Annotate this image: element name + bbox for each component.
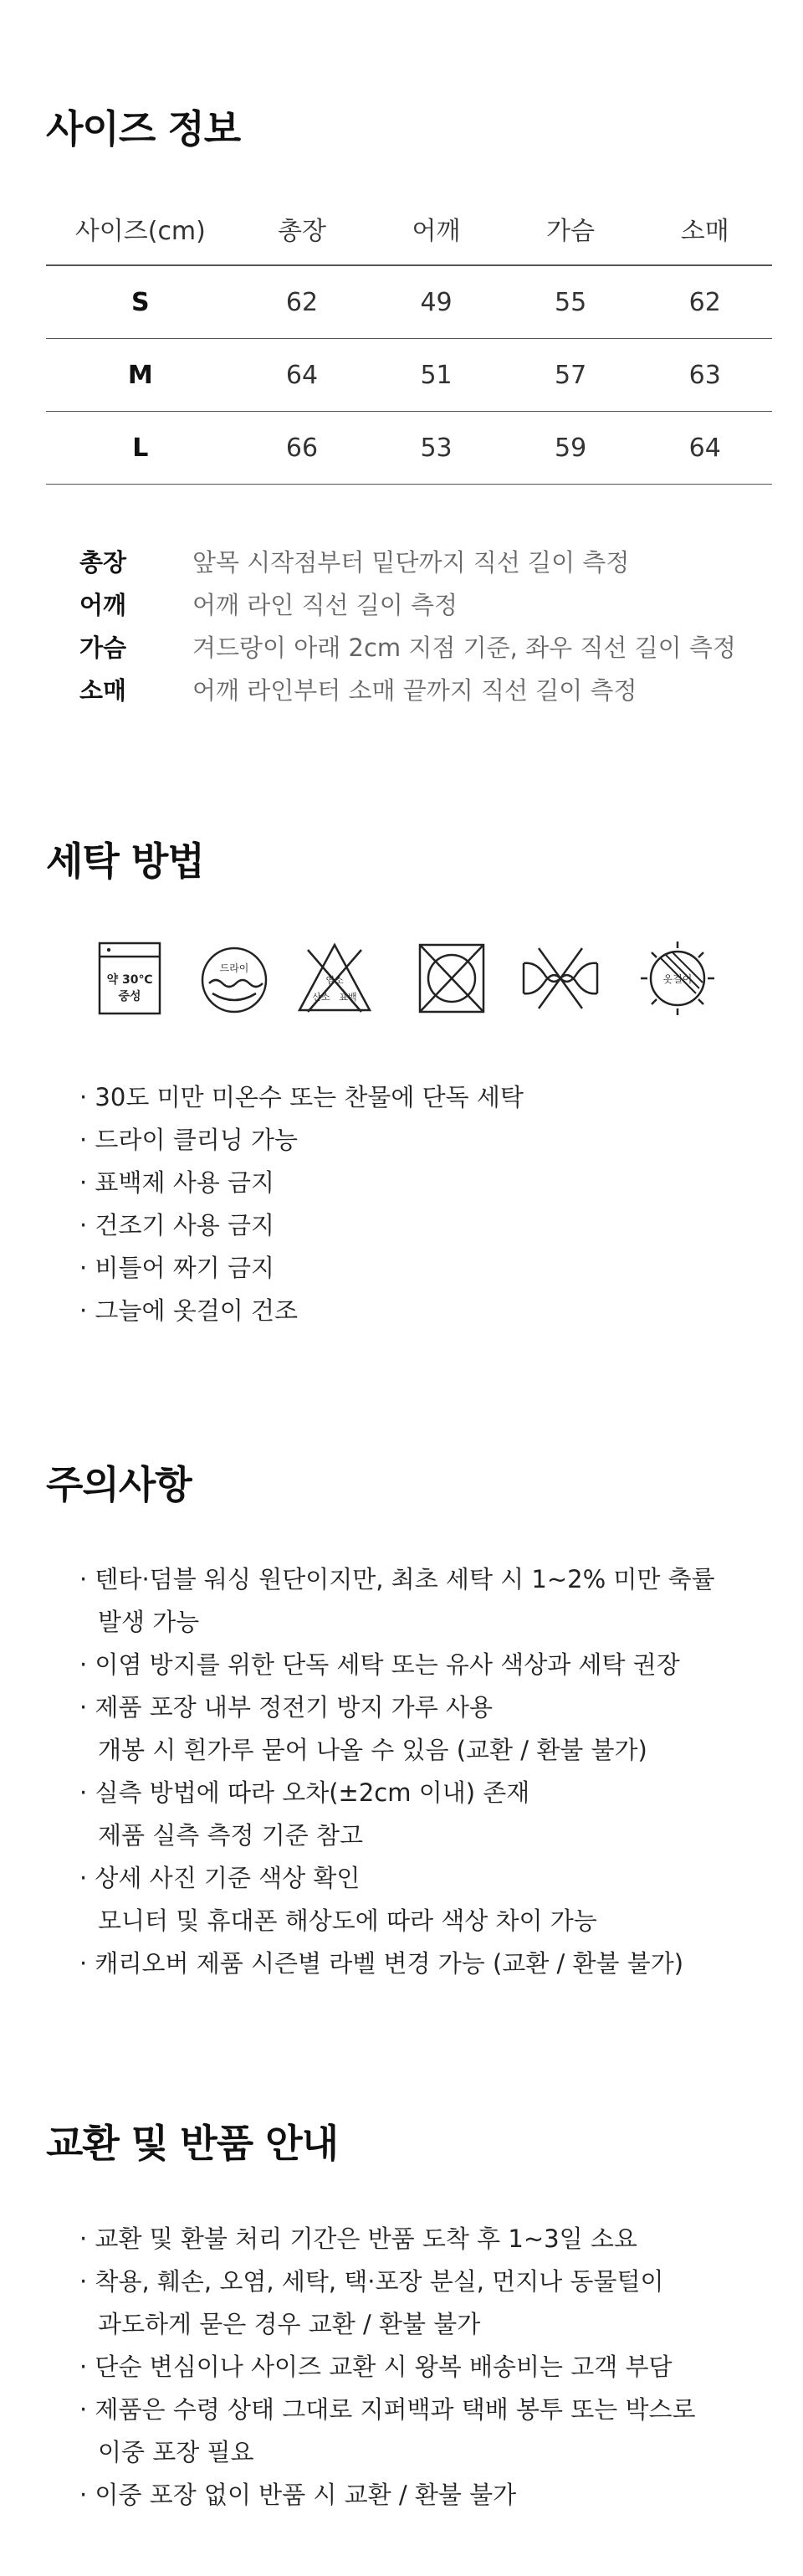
hang-dry-label: 옷걸이 [662,973,693,985]
no-bleach-label-right: 표백 [339,992,357,1003]
list-item-continuation: 이중 포장 필요 [98,2438,254,2466]
list-item [79,2218,696,2260]
list-item-line: · 이염 방지를 위한 단독 세탁 또는 유사 색상과 세탁 권장 [79,1650,680,1679]
size-cell: S [46,265,235,339]
value-cell: 53 [369,412,504,485]
header-sleeve: 소매 [637,192,772,265]
list-item [79,2389,696,2474]
value-cell: 49 [369,265,504,339]
header-length: 총장 [235,192,370,265]
header-chest: 가슴 [504,192,638,265]
list-item [79,2260,696,2346]
list-item-line: · 제품 포장 내부 정전기 방지 가루 사용 [79,1693,493,1722]
hand-wash-temp-label: 약 30℃ [106,973,153,987]
table-row [46,265,772,339]
definition-term: 가슴 [79,634,127,662]
value-cell: 59 [504,412,638,485]
value-cell: 64 [637,412,772,485]
shade-hang-dry-icon [636,940,719,1017]
list-item: · 그늘에 옷걸이 건조 [79,1296,298,1325]
no-bleach-label-left: 산소 [312,992,330,1003]
no-bleach-icon [293,940,376,1017]
measurement-definitions [79,540,736,711]
list-item-continuation: 발생 가능 [98,1608,200,1636]
washing-list [79,1076,524,1332]
hand-wash-30-icon [88,940,171,1017]
cautions-title: 주의사항 [46,1462,192,1507]
definition-desc: 어깨 라인 직선 길이 측정 [192,591,458,619]
washing-title: 세탁 방법 [46,839,204,884]
list-item-line: · 캐리오버 제품 시즌별 라벨 변경 가능 (교환 / 환불 불가) [79,1949,684,1978]
definition-term: 총장 [79,548,127,577]
list-item: · 30도 미만 미온수 또는 찬물에 단독 세탁 [79,1083,524,1111]
dry-clean-label: 드라이 [219,962,249,974]
definition-row [79,625,736,668]
list-item-line: · 상세 사진 기준 색상 확인 [79,1864,361,1892]
list-item [79,1857,715,1942]
definition-term: 어깨 [79,591,127,619]
list-item-line: · 제품은 수령 상태 그대로 지퍼백과 택배 봉투 또는 박스로 [79,2395,696,2424]
list-item-line: · 착용, 훼손, 오염, 세탁, 택·포장 분실, 먼지나 동물털이 [79,2267,664,2296]
size-cell: M [46,339,235,412]
list-item [79,1644,715,1686]
list-item [79,1772,715,1857]
no-bleach-label-top: 염소 [325,975,344,986]
list-item-line: · 실측 방법에 따라 오차(±2cm 이내) 존재 [79,1778,530,1807]
list-item-line: · 단순 변심이나 사이즈 교환 시 왕복 배송비는 고객 부담 [79,2353,673,2381]
list-item-line: · 이중 포장 없이 반품 시 교환 / 환불 불가 [79,2481,517,2509]
exchange-list [79,2218,696,2517]
value-cell: 64 [235,339,370,412]
size-table-header [46,192,772,265]
table-row [46,339,772,412]
definition-row [79,540,736,582]
list-item-continuation: 제품 실측 측정 기준 참고 [98,1821,364,1850]
value-cell: 63 [637,339,772,412]
care-icons [88,940,724,1017]
list-item [79,2346,696,2389]
size-table [46,192,772,485]
list-item: · 비틀어 짜기 금지 [79,1254,274,1282]
exchange-title: 교환 및 반품 안내 [46,2121,339,2166]
no-wring-icon [519,940,602,1017]
list-item [79,2474,696,2517]
list-item-continuation: 모니터 및 휴대폰 해상도에 따라 색상 차이 가능 [98,1906,597,1935]
hand-wash-detergent-label: 중성 [118,990,141,1003]
list-item [79,1686,715,1772]
no-tumble-dry-icon [410,940,494,1017]
definition-term: 소매 [79,676,127,705]
list-item: · 건조기 사용 금지 [79,1211,274,1239]
value-cell: 62 [235,265,370,339]
list-item: · 드라이 클리닝 가능 [79,1126,298,1154]
list-item-continuation: 개봉 시 흰가루 묻어 나올 수 있음 (교환 / 환불 불가) [98,1736,647,1764]
definition-desc: 앞목 시작점부터 밑단까지 직선 길이 측정 [192,548,630,577]
list-item-line: · 교환 및 환불 처리 기간은 반품 도착 후 1~3일 소요 [79,2224,637,2253]
list-item [79,1942,715,1985]
table-row [46,412,772,485]
list-item [79,1558,715,1644]
definition-desc: 겨드랑이 아래 2cm 지점 기준, 좌우 직선 길이 측정 [192,634,736,662]
definition-row [79,668,736,711]
list-item-line: · 텐타·덤블 워싱 원단이지만, 최초 세탁 시 1~2% 미만 축률 [79,1565,715,1593]
list-item: · 표백제 사용 금지 [79,1168,274,1197]
dry-clean-icon [192,940,276,1017]
size-cell: L [46,412,235,485]
definition-desc: 어깨 라인부터 소매 끝까지 직선 길이 측정 [192,676,637,705]
value-cell: 55 [504,265,638,339]
value-cell: 51 [369,339,504,412]
value-cell: 62 [637,265,772,339]
cautions-list [79,1558,715,1985]
header-size: 사이즈(cm) [46,192,235,265]
header-shoulder: 어깨 [369,192,504,265]
size-info-title: 사이즈 정보 [46,106,241,151]
definition-row [79,582,736,625]
value-cell: 57 [504,339,638,412]
value-cell: 66 [235,412,370,485]
list-item-continuation: 과도하게 묻은 경우 교환 / 환불 불가 [98,2310,481,2338]
